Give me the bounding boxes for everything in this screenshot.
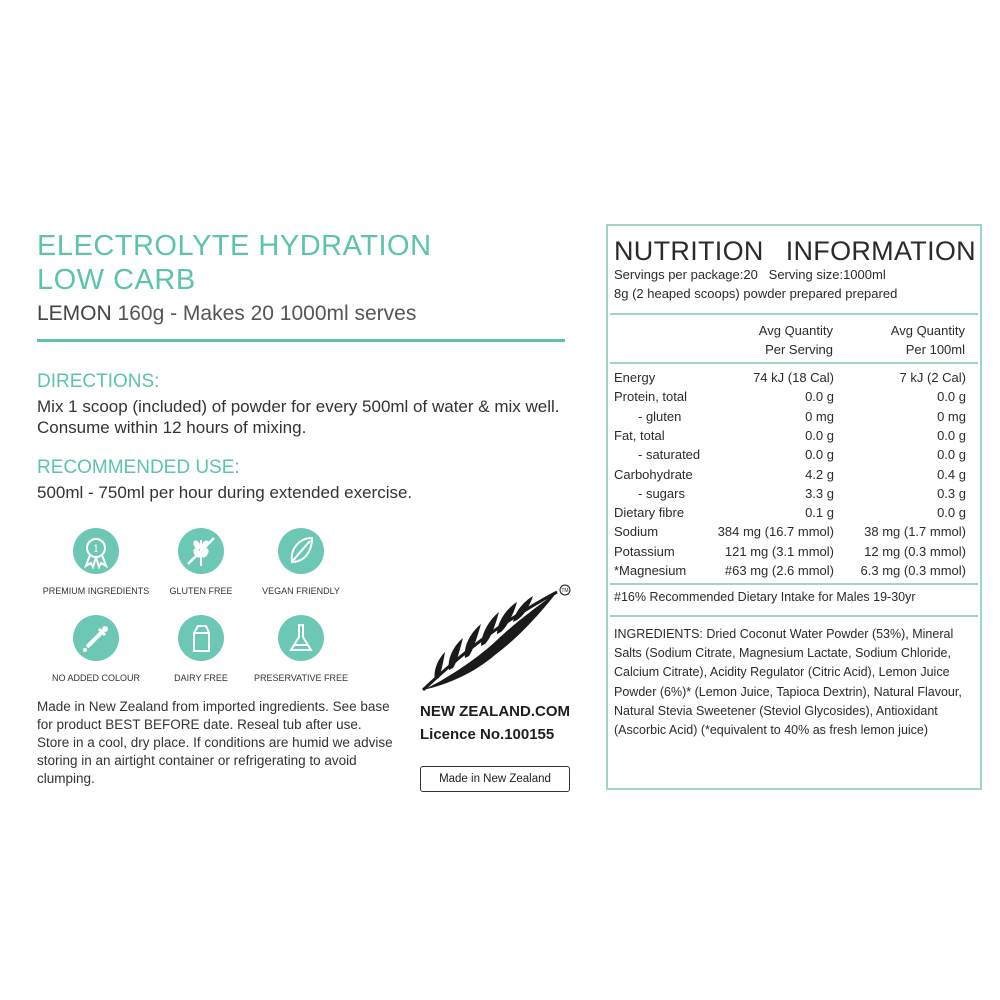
badge-preservative-free [236,615,366,683]
col-header-per-serving [690,321,833,359]
milk-carton-icon [178,615,224,661]
nutrition-row [614,370,966,389]
per-100ml-value: 38 mg (1.7 mmol) [864,524,966,540]
nutrition-row [614,428,966,447]
per-100ml-value: 0 mg [937,408,966,424]
nutrition-row [614,409,966,428]
nutrient-name: Energy [614,370,656,385]
serving-size: Serving size:1000ml [768,267,886,282]
medal-icon [73,528,119,574]
nutrient-name: - gluten [638,408,682,424]
per-100ml-value: 0.0 g [937,389,966,405]
product-subtitle [37,302,416,326]
badge-label: NO ADDED COLOUR [51,673,140,683]
panel-divider [610,583,978,585]
per-serving-value: 121 mg (3.1 mmol) [724,543,834,559]
col-header-text: Per 100ml [905,342,965,357]
per-serving-value: 0.0 g [805,389,834,405]
size-info: 160g - Makes 20 1000ml serves [117,302,417,325]
col-header-text: Per Serving [765,342,833,357]
per-100ml-value: 12 mg (0.3 mmol) [864,543,966,559]
nutrient-name: - sugars [638,485,685,501]
nz-brand-text: NEW ZEALAND.COM [420,703,570,720]
servings-line [614,267,886,282]
storage-instructions: Made in New Zealand from imported ingredients. See base for product BEST BEFORE date. Reseal tub after use. Store in a cool, dry place. If conditions are humid we advise storing in an airtight container or refrigerating to avoid clumping. [37,699,393,786]
directions-text: Mix 1 scoop (included) of powder for every 500ml of water & mix well. Consume within 12 hours of mixing. [37,397,560,437]
nutrient-name: Potassium [614,543,675,559]
nutrition-title [614,236,976,267]
per-100ml-value: 6.3 mg (0.3 mmol) [860,563,966,578]
servings-per-package: Servings per package:20 [614,267,758,282]
recommended-text: 500ml - 750ml per hour during extended exercise. [37,483,413,502]
nutrition-row [614,467,966,486]
badge-label: VEGAN FRIENDLY [262,586,340,596]
wheat-icon [178,528,224,574]
flask-icon [278,615,324,661]
per-serving-value: 3.3 g [805,485,834,501]
leaf-icon [278,528,324,574]
per-serving-value: #63 mg (2.6 mmol) [724,563,834,578]
nutrient-name: Sodium [614,524,659,540]
per-serving-value: 0.0 g [805,427,834,443]
per-serving-value: 74 kJ (18 Cal) [753,370,834,385]
per-100ml-value: 0.4 g [937,466,966,482]
nutrition-row [614,544,966,563]
col-header-text: Avg Quantity [890,323,965,338]
flavor-label: LEMON [37,302,112,325]
nutrition-row [614,447,966,466]
nutrient-name: Fat, total [614,427,665,443]
directions-heading: DIRECTIONS: [37,371,160,392]
nutrient-name: *Magnesium [614,563,687,578]
nutrient-name: Carbohydrate [614,466,693,482]
nutrient-name: - saturated [638,447,701,463]
nutrient-name: Dietary fibre [614,505,685,521]
dropper-icon [73,615,119,661]
panel-divider [610,362,978,364]
nutrition-row [614,505,966,524]
nutrition-row [614,563,966,582]
nutrition-title-a: NUTRITION [614,236,764,266]
rdi-footnote: #16% Recommended Dietary Intake for Males 19-30yr [614,590,916,604]
product-title-line1: ELECTROLYTE HYDRATION [37,230,432,262]
badge-label: GLUTEN FREE [169,586,233,596]
product-title-line2: LOW CARB [37,264,196,296]
silver-fern-logo-icon [415,580,575,700]
per-serving-value: 0.1 g [805,505,834,521]
nutrition-row [614,389,966,408]
panel-divider [610,313,978,315]
made-in-nz-label: Made in New Zealand [420,766,570,792]
nutrition-title-b: INFORMATION [785,236,976,266]
svg-text:1: 1 [92,544,100,555]
badge-label: PREMIUM INGREDIENTS [42,586,150,596]
title-divider [37,339,565,342]
per-serving-value: 4.2 g [805,466,834,482]
per-serving-value: 0 mg [805,408,834,424]
col-header-per-100ml [840,321,965,359]
per-100ml-value: 0.0 g [937,505,966,521]
nutrient-name: Protein, total [614,389,687,405]
per-100ml-value: 7 kJ (2 Cal) [899,370,966,385]
recommended-heading: RECOMMENDED USE: [37,457,240,478]
trademark-mark: TM [561,588,569,594]
licence-number: Licence No.100155 [420,726,555,743]
nutrition-row [614,486,966,505]
serving-note: 8g (2 heaped scoops) powder prepared prepared [614,286,898,301]
nutrition-row [614,524,966,543]
col-header-text: Avg Quantity [758,323,833,338]
per-serving-value: 384 mg (16.7 mmol) [717,524,834,540]
panel-divider [610,615,978,617]
badge-label: PRESERVATIVE FREE [253,673,349,683]
ingredients-text: INGREDIENTS: Dried Coconut Water Powder (53%), Mineral Salts (Sodium Citrate, Magnesium Lactate, Sodium Chloride, Calcium Citrate), Acidity Regulator (Citric Acid), Lemon Juice Powder (6%)* (Lemon Juice, Tapioca Dextrin), Natural Flavour, Natural Stevia Sweetener (Steviol Glycosides), Antioxidant (Ascorbic Acid) (*equivalent to 40% as fresh lemon juice) [614,627,962,738]
per-serving-value: 0.0 g [805,447,834,463]
per-100ml-value: 0.0 g [937,427,966,443]
per-100ml-value: 0.0 g [937,447,966,463]
badge-label: DAIRY FREE [174,673,228,683]
per-100ml-value: 0.3 g [937,485,966,501]
badge-vegan-friendly [236,528,366,596]
